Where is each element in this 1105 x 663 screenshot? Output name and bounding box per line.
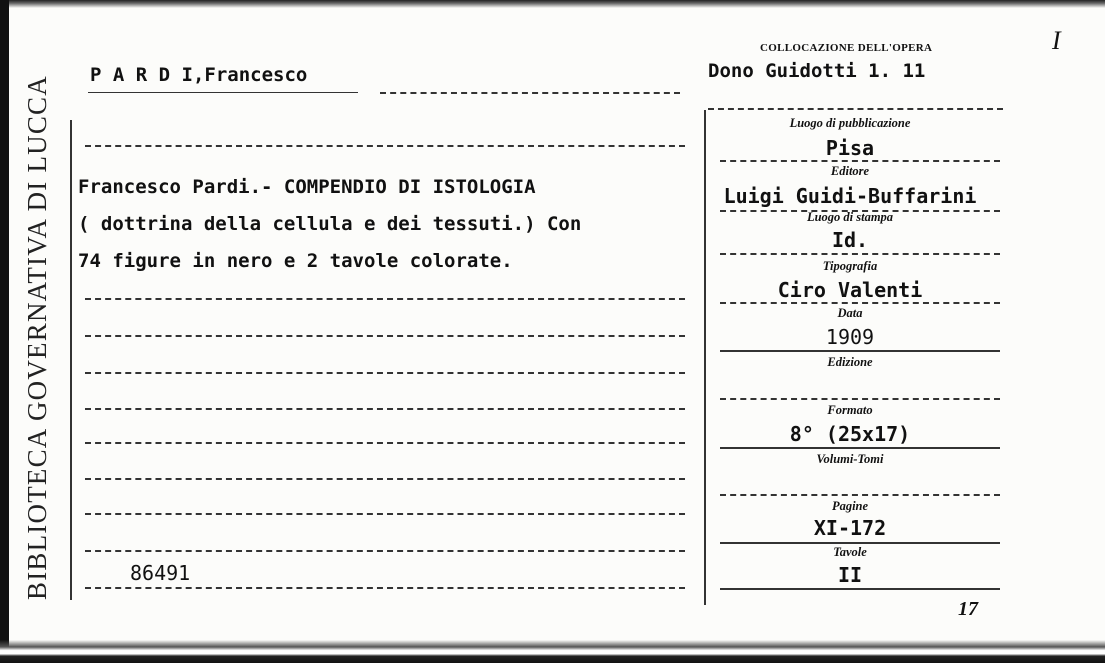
field-label-edition: Edizione [827,355,873,369]
ruled-line [380,92,680,94]
field-label-plates: Tavole [833,545,867,559]
description-line-1: Francesco Pardi.- COMPENDIO DI ISTOLOGIA [78,176,536,198]
ruled-line [85,372,685,374]
ruled-line [85,513,685,515]
field-label-volumes: Volumi-Tomi [816,452,884,466]
field-label-printer: Tipografia [822,259,878,273]
ruled-line [720,447,1000,449]
field-value-printer: Ciro Valenti [777,278,923,302]
description-line-2: ( dottrina della cellula e dei tessuti.) Con [78,213,582,235]
ruled-line [720,542,1000,544]
ruled-line [720,302,1000,304]
card-left-edge [0,0,9,663]
left-margin-rule [70,120,72,600]
field-value-publisher: Luigi Guidi-Buffarini [723,184,977,208]
field-label-format: Formato [827,403,873,417]
ruled-line [85,298,685,300]
description-line-3: 74 figure in nero e 2 tavole colorate. [78,250,513,272]
collocation-header: COLLOCAZIONE DELL'OPERA [760,42,933,54]
ruled-line [85,550,685,552]
ruled-line [85,587,685,589]
ruled-line [720,398,1000,400]
card-number: I [1052,26,1061,55]
ruled-line [85,145,685,147]
author-heading: P A R D I,Francesco [90,64,308,86]
field-value-format: 8° (25x17) [789,422,911,446]
author-underline [88,92,358,93]
card-top-edge [0,0,1105,8]
ruled-line [85,408,685,410]
field-label-pages: Pagine [831,499,869,513]
field-label-print-place: Luogo di stampa [806,210,894,224]
ruled-line [85,478,685,480]
ruled-line [720,588,1000,590]
ruled-line [720,253,1000,255]
field-value-place: Pisa [825,136,875,160]
field-label-place: Luogo di pubblicazione [789,116,911,130]
corner-note: 17 [958,598,978,620]
ruled-line [85,335,685,337]
field-value-print-place: Id. [831,228,869,252]
ruled-line [708,108,1003,110]
inventory-number: 86491 [130,561,191,585]
ruled-line [85,442,685,444]
library-stamp: BIBLIOTECA GOVERNATIVA DI LUCCA [22,75,52,600]
card-bottom-edge [0,640,1105,663]
ruled-line [720,494,1000,496]
field-label-publisher: Editore [830,164,870,178]
field-value-date: 1909 [825,325,875,349]
ruled-line [720,350,1000,352]
collocation-value: Dono Guidotti 1. 11 [708,60,926,82]
field-label-date: Data [837,306,863,320]
field-value-pages: XI-172 [813,516,887,540]
field-value-plates: II [837,563,863,587]
ruled-line [720,160,1000,162]
